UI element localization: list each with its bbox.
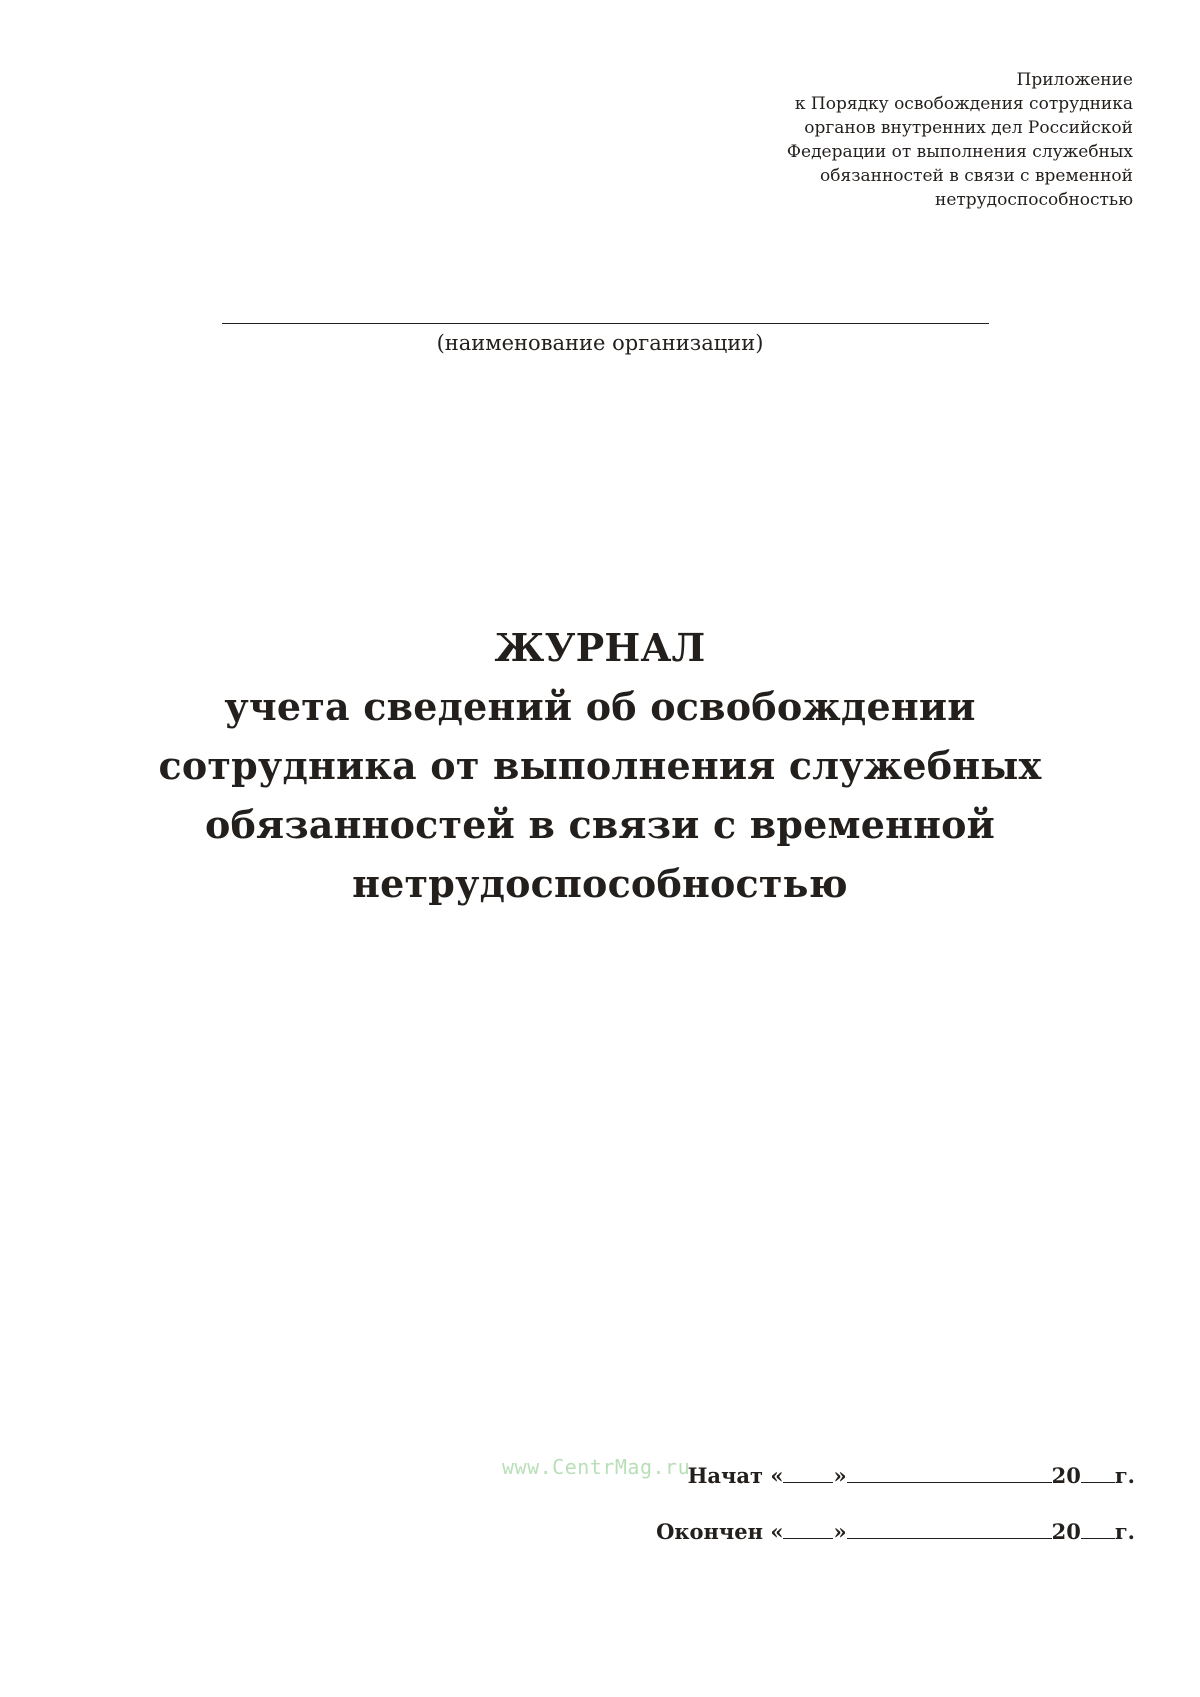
title-line: ЖУРНАЛ [494, 625, 706, 670]
appendix-line: нетрудоспособностью [934, 190, 1133, 210]
start-date-row [688, 1462, 1135, 1490]
end-date-row [656, 1518, 1135, 1546]
title-line: сотрудника от выполнения служебных [158, 743, 1042, 788]
end-year-blank [1081, 1518, 1115, 1539]
appendix-note [573, 68, 1133, 212]
end-month-blank [847, 1518, 1052, 1539]
start-quote-close: » [833, 1463, 847, 1488]
start-date-label: Начат « [687, 1463, 784, 1488]
organization-caption: (наименование организации) [436, 331, 764, 355]
appendix-line: к Порядку освобождения сотрудника [794, 94, 1133, 114]
appendix-line: Федерации от выполнения служебных [786, 142, 1133, 162]
appendix-line: обязанностей в связи с временной [820, 166, 1133, 186]
start-year-blank [1081, 1462, 1115, 1483]
end-year-suffix: г. [1114, 1519, 1135, 1544]
end-quote-close: » [833, 1519, 847, 1544]
watermark: www.CentrMag.ru [502, 1455, 691, 1479]
end-day-blank [783, 1518, 833, 1539]
journal-title [0, 618, 1200, 913]
appendix-line: органов внутренних дел Российской [804, 118, 1133, 138]
organization-name-line [222, 323, 989, 324]
appendix-line: Приложение [1016, 70, 1133, 90]
end-date-label: Окончен « [656, 1519, 784, 1544]
start-month-blank [847, 1462, 1052, 1483]
title-line: учета сведений об освобождении [224, 684, 976, 729]
title-line: обязанностей в связи с временной [204, 802, 996, 847]
end-century: 20 [1051, 1519, 1081, 1544]
start-day-blank [783, 1462, 833, 1483]
start-century: 20 [1051, 1463, 1081, 1488]
start-year-suffix: г. [1114, 1463, 1135, 1488]
title-line: нетрудоспособностью [352, 861, 848, 906]
